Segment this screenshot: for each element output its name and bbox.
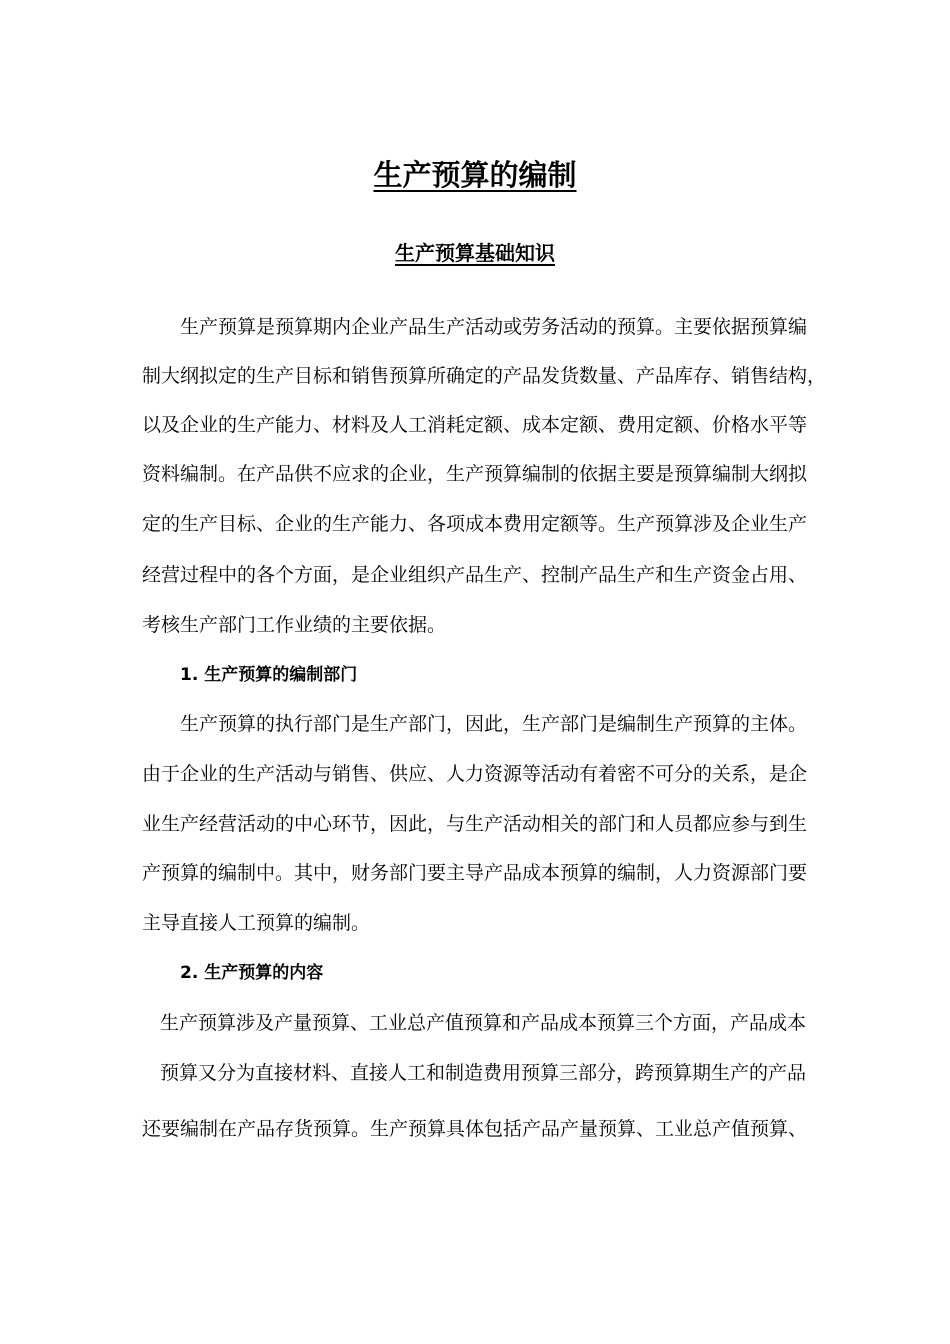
document-title: 生产预算的编制 [373,158,577,192]
paragraph-3-line-2: 预算又分为直接材料、直接人工和制造费用预算三部分，跨预算期生产的产品 [160,1062,807,1084]
section-heading-2: 2. 生产预算的内容 [180,963,324,983]
section-heading-1: 1. 生产预算的编制部门 [180,665,358,685]
paragraph-3-line-3: 还要编制在产品存货预算。生产预算具体包括产品产量预算、工业总产值预算、 [142,1118,808,1140]
paragraph-1-line-2: 制大纲拟定的生产目标和销售预算所确定的产品发货数量、产品库存、销售结构， [142,365,827,387]
paragraph-3-line-1: 生产预算涉及产量预算、工业总产值预算和产品成本预算三个方面，产品成本 [160,1012,807,1034]
paragraph-1-line-6: 经营过程中的各个方面，是企业组织产品生产、控制产品生产和生产资金占用、 [142,564,808,586]
paragraph-2-line-1: 生产预算的执行部门是生产部门，因此，生产部门是编制生产预算的主体。 [180,713,808,735]
paragraph-2-line-3: 业生产经营活动的中心环节，因此，与生产活动相关的部门和人员都应参与到生 [142,813,808,835]
paragraph-1-line-3: 以及企业的生产能力、材料及人工消耗定额、成本定额、费用定额、价格水平等 [142,414,808,436]
paragraph-2-line-4: 产预算的编制中。其中，财务部门要主导产品成本预算的编制，人力资源部门要 [142,862,808,884]
paragraph-2-line-2: 由于企业的生产活动与销售、供应、人力资源等活动有着密不可分的关系，是企 [142,763,808,785]
section-subtitle: 生产预算基础知识 [395,241,555,265]
paragraph-1-line-1: 生产预算是预算期内企业产品生产活动或劳务活动的预算。主要依据预算编 [180,316,808,338]
paragraph-1-line-4: 资料编制。在产品供不应求的企业，生产预算编制的依据主要是预算编制大纲拟 [142,463,808,485]
paragraph-1-line-7: 考核生产部门工作业绩的主要依据。 [142,614,447,636]
paragraph-1-line-5: 定的生产目标、企业的生产能力、各项成本费用定额等。生产预算涉及企业生产 [142,513,808,535]
paragraph-2-line-5: 主导直接人工预算的编制。 [142,912,371,934]
